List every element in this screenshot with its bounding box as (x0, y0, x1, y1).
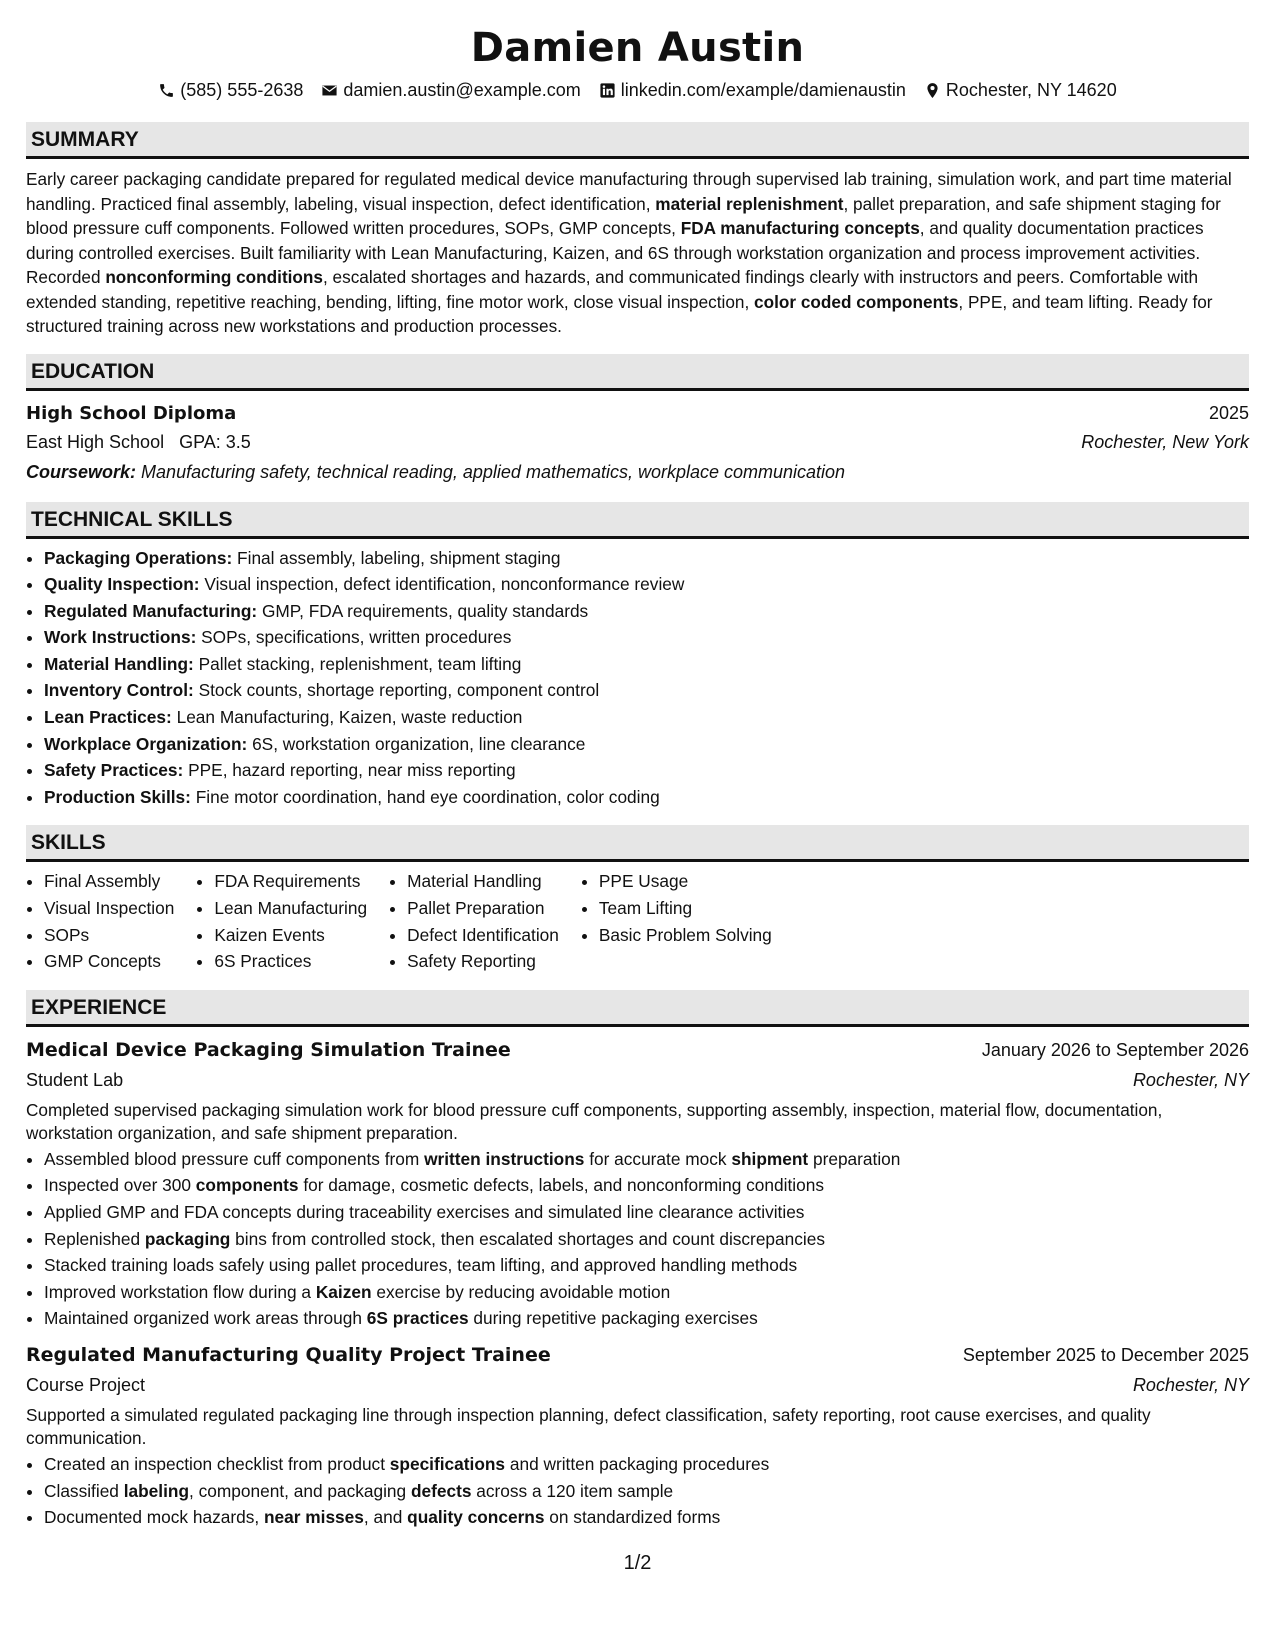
list-item (44, 545, 1249, 572)
skill-label: Production Skills: (44, 786, 191, 807)
school-location: Rochester, New York (1081, 431, 1249, 452)
job-title: Medical Device Packaging Simulation Trainee (26, 1038, 511, 1061)
contact-email[interactable] (321, 78, 580, 102)
bullet-emphasis: packaging (144, 1228, 231, 1249)
bullet-emphasis: labeling (123, 1480, 190, 1501)
list-item (44, 1252, 1249, 1279)
linkedin-icon (599, 82, 616, 99)
contact-linkedin[interactable] (599, 78, 906, 102)
map-pin-icon (924, 82, 941, 99)
list-item (44, 1478, 1249, 1505)
skill-label: Inventory Control: (44, 680, 194, 701)
bullet-part: Maintained organized work areas through (44, 1308, 367, 1329)
skill-label: Regulated Manufacturing: (44, 600, 258, 621)
list-item: • Kaizen Events (214, 922, 367, 949)
bullet-part: , and (363, 1507, 408, 1528)
coursework-line (26, 457, 1249, 487)
skill-text: PPE, hazard reporting, near miss reporting (188, 760, 516, 781)
skills-heading: SKILLS (26, 825, 1249, 862)
list-item (44, 1451, 1249, 1478)
skill-text: Pallet stacking, replenishment, team lifting (198, 653, 522, 674)
job-org: Course Project (26, 1374, 146, 1395)
skill-text: 6S, workstation organization, line clearance (252, 733, 586, 754)
list-item (44, 571, 1249, 598)
contact-location (924, 78, 1117, 102)
bullet-emphasis: quality concerns (407, 1507, 545, 1528)
bullet-part: Stacked training loads safely using pallet procedures, team lifting, and approved handling methods (44, 1255, 798, 1276)
summary-text (26, 167, 1249, 339)
list-item (44, 1199, 1249, 1226)
list-item (44, 598, 1249, 625)
skill-text: GMP, FDA requirements, quality standards (261, 600, 589, 621)
list-item (44, 1305, 1249, 1332)
job-bullets (26, 1451, 1249, 1531)
skill-label: Packaging Operations: (44, 547, 233, 568)
skill-label: Quality Inspection: (44, 574, 200, 595)
bullet-part: exercise by reducing avoidable motion (371, 1281, 671, 1302)
email-text: damien.austin@example.com (343, 80, 581, 100)
skill-label: Workplace Organization: (44, 733, 248, 754)
job-dates: September 2025 to December 2025 (962, 1344, 1249, 1365)
skill-text: Fine motor coordination, hand eye coordination, color coding (195, 786, 660, 807)
education-entry (26, 399, 1249, 487)
list-item: • PPE Usage (599, 868, 772, 895)
skill-text: Stock counts, shortage reporting, component control (198, 680, 600, 701)
skills-column (581, 868, 772, 974)
list-item: • Final Assembly (44, 868, 174, 895)
skills-grid (26, 868, 1249, 974)
school-line (26, 428, 251, 457)
bullet-part: Created an inspection checklist from product (44, 1453, 390, 1474)
skills-column (389, 868, 559, 974)
bullet-part: preparation (808, 1148, 901, 1169)
bullet-part: Replenished (44, 1228, 145, 1249)
summary-emphasis: material replenishment (655, 193, 844, 214)
contact-bar (26, 78, 1249, 102)
list-item: • GMP Concepts (44, 948, 174, 975)
list-item: • Safety Reporting (407, 948, 559, 975)
summary-emphasis: nonconforming conditions (105, 267, 323, 287)
job-org: Student Lab (26, 1069, 124, 1090)
location-text: Rochester, NY 14620 (945, 80, 1117, 100)
degree-title: High School Diploma (26, 402, 237, 424)
bullet-part: during repetitive packaging exercises (468, 1308, 758, 1329)
list-item: • Visual Inspection (44, 895, 174, 922)
list-item (44, 624, 1249, 651)
bullet-part: Documented mock hazards, (44, 1507, 264, 1528)
job-entry (26, 1035, 1249, 1332)
list-item (44, 1172, 1249, 1199)
job-title: Regulated Manufacturing Quality Project Trainee (26, 1343, 551, 1366)
skill-label: Work Instructions: (44, 627, 197, 648)
skill-label: Material Handling: (44, 653, 194, 674)
gpa: GPA: 3.5 (179, 431, 251, 452)
skills-column (196, 868, 367, 974)
list-item: • Material Handling (407, 868, 559, 895)
bullet-part: for accurate mock (584, 1148, 732, 1169)
job-description: Completed supervised packaging simulation work for blood pressure cuff components, supporting assembly, inspection, material flow, documentation, workstation organization, and safe shipment preparation. (26, 1099, 1163, 1144)
envelope-icon (321, 82, 338, 99)
list-item: • 6S Practices (214, 948, 367, 975)
skill-label: Lean Practices: (44, 707, 172, 728)
phone-icon (158, 82, 175, 99)
skill-label: Safety Practices: (44, 760, 184, 781)
bullet-part: across a 120 item sample (471, 1480, 674, 1501)
skill-text: Lean Manufacturing, Kaizen, waste reduction (176, 707, 523, 728)
list-item (44, 677, 1249, 704)
list-item: • FDA Requirements (214, 868, 367, 895)
list-item (44, 1226, 1249, 1253)
bullet-emphasis: Kaizen (315, 1281, 372, 1302)
job-location: Rochester, NY (1132, 1069, 1249, 1090)
list-item (44, 757, 1249, 784)
bullet-part: Classified (44, 1480, 124, 1501)
phone-text: (585) 555-2638 (180, 80, 304, 100)
technical-skills-heading: TECHNICAL SKILLS (26, 502, 1249, 539)
bullet-part: bins from controlled stock, then escalated shortages and count discrepancies (230, 1228, 825, 1249)
list-item (44, 784, 1249, 811)
bullet-part: Assembled blood pressure cuff components from (44, 1148, 425, 1169)
job-bullets (26, 1146, 1249, 1332)
graduation-year: 2025 (1208, 402, 1249, 423)
list-item: • Basic Problem Solving (599, 922, 772, 949)
list-item (44, 1504, 1249, 1531)
list-item: • SOPs (44, 922, 174, 949)
summary-part: , and quality documentation practices during controlled exercises. Built familiarity with Lean Manufacturing, Kaizen, and 6S through workstation organization and process improvement activities. Recorded (26, 218, 1204, 287)
summary-heading: SUMMARY (26, 122, 1249, 159)
bullet-part: Applied GMP and FDA concepts during traceability exercises and simulated line clearance activities (44, 1202, 805, 1222)
job-dates: January 2026 to September 2026 (981, 1039, 1249, 1060)
technical-skills-list (26, 545, 1249, 811)
coursework-text: Manufacturing safety, technical reading, applied mathematics, workplace communication (141, 461, 846, 482)
bullet-part: Inspected over 300 (44, 1175, 196, 1196)
list-item (44, 1146, 1249, 1173)
bullet-part: on standardized forms (544, 1507, 721, 1528)
bullet-part: Improved workstation flow during a (44, 1281, 316, 1302)
list-item (44, 651, 1249, 678)
list-item (44, 704, 1249, 731)
experience-heading: EXPERIENCE (26, 990, 1249, 1027)
contact-phone (158, 78, 303, 102)
page-number: 1/2 (623, 1552, 652, 1574)
summary-emphasis: FDA manufacturing concepts (680, 218, 920, 238)
summary-part: , PPE, and team lifting. Ready for structured training across new workstations and production processes. (26, 291, 1213, 336)
education-heading: EDUCATION (26, 354, 1249, 391)
job-description: Supported a simulated regulated packaging line through inspection planning, defect classification, safety reporting, root cause exercises, and quality communication. (26, 1404, 1151, 1449)
list-item: • Pallet Preparation (407, 895, 559, 922)
job-location: Rochester, NY (1132, 1374, 1249, 1395)
skills-column (26, 868, 174, 974)
list-item (44, 1279, 1249, 1306)
bullet-emphasis: shipment (731, 1148, 809, 1169)
linkedin-text: linkedin.com/example/damienaustin (620, 80, 906, 100)
bullet-emphasis: defects (410, 1480, 472, 1501)
skill-text: Visual inspection, defect identification, nonconformance review (204, 574, 685, 595)
bullet-part: for damage, cosmetic defects, labels, and nonconforming conditions (298, 1175, 824, 1196)
bullet-emphasis: 6S practices (366, 1308, 469, 1329)
coursework-label: Coursework: (26, 461, 137, 482)
bullet-emphasis: written instructions (424, 1148, 585, 1169)
job-entry (26, 1340, 1249, 1531)
summary-part: Early career packaging candidate prepared for regulated medical device manufacturing through supervised lab training, simulation work, and part time material handling. Practiced final assembly, labeling, visual inspection, defect identification, (26, 169, 1232, 214)
school-name: East High School (26, 431, 165, 452)
list-item: • Lean Manufacturing (214, 895, 367, 922)
list-item (44, 731, 1249, 758)
skill-text: SOPs, specifications, written procedures (201, 627, 512, 648)
candidate-name: Damien Austin (470, 25, 805, 71)
bullet-emphasis: components (195, 1175, 299, 1196)
bullet-emphasis: specifications (389, 1453, 506, 1474)
summary-part: , pallet preparation, and safe shipment staging for blood pressure cuff components. Followed written procedures, SOPs, GMP concepts, (26, 193, 1221, 238)
summary-emphasis: color coded components (754, 291, 959, 312)
bullet-part: and written packaging procedures (505, 1453, 770, 1474)
summary-part: , escalated shortages and hazards, and communicated findings clearly with instructors and peers. Comfortable with extended standing, repetitive reaching, bending, lifting, fine motor work, close visual inspection, (26, 267, 1199, 312)
skill-text: Final assembly, labeling, shipment staging (237, 547, 561, 568)
list-item: • Defect Identification (407, 922, 559, 949)
list-item: • Team Lifting (599, 895, 772, 922)
bullet-part: , component, and packaging (189, 1480, 411, 1501)
bullet-emphasis: near misses (263, 1507, 364, 1528)
